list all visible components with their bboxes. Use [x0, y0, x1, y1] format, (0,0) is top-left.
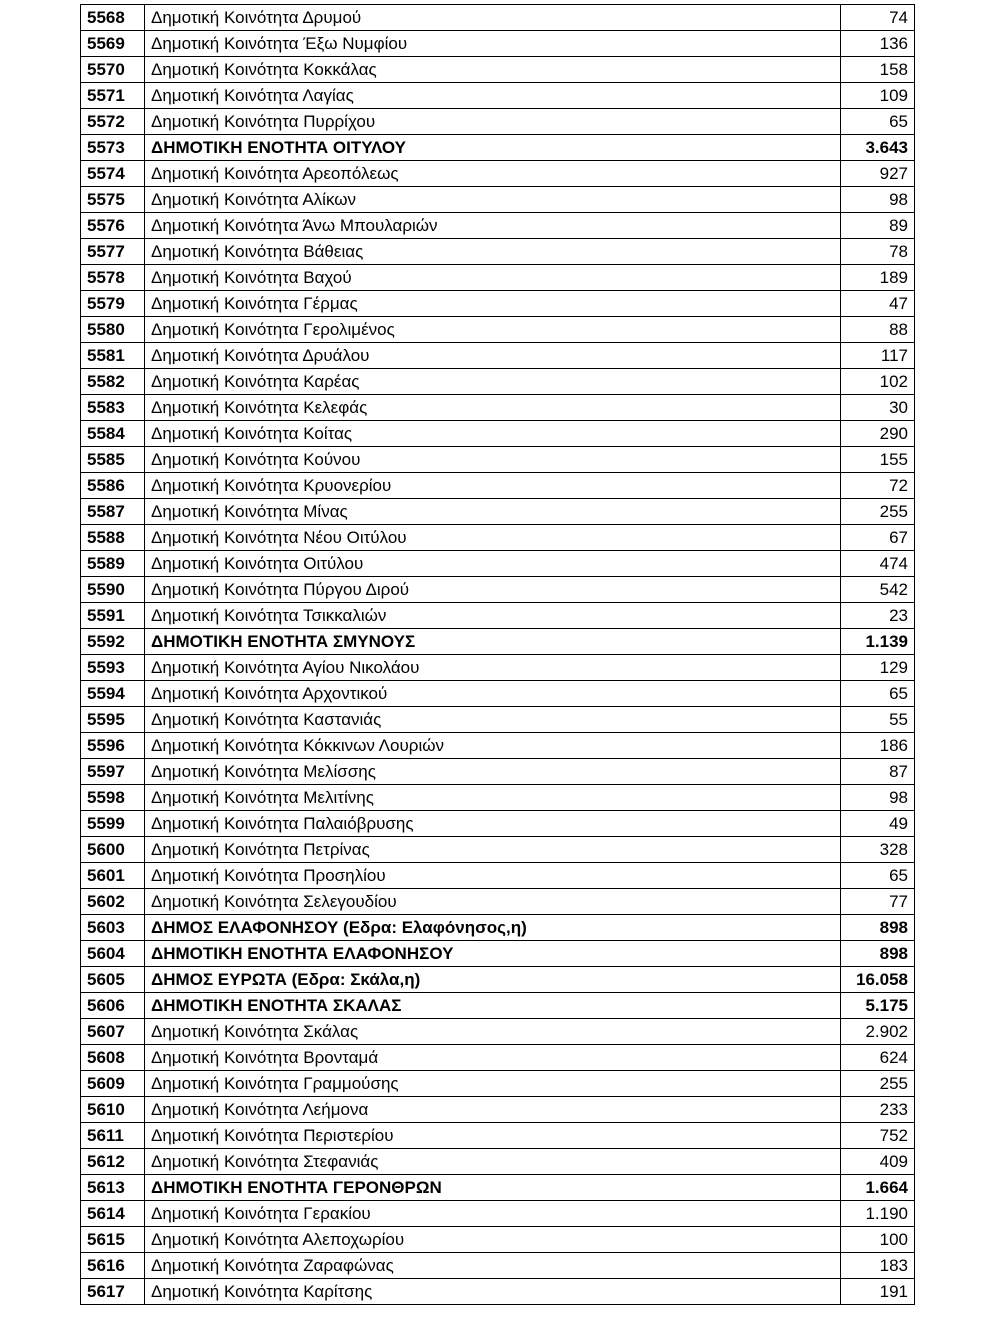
row-name: Δημοτική Κοινότητα Βρονταμά [145, 1045, 841, 1071]
row-population: 255 [841, 499, 915, 525]
table-row [81, 1227, 915, 1253]
table-row [81, 1045, 915, 1071]
row-name: Δημοτική Κοινότητα Νέου Οιτύλου [145, 525, 841, 551]
row-code: 5571 [81, 83, 145, 109]
row-population: 102 [841, 369, 915, 395]
table-row [81, 707, 915, 733]
row-code: 5608 [81, 1045, 145, 1071]
table-row [81, 187, 915, 213]
row-name: Δημοτική Κοινότητα Πυρρίχου [145, 109, 841, 135]
row-name: Δημοτική Κοινότητα Έξω Νυμφίου [145, 31, 841, 57]
row-population: 72 [841, 473, 915, 499]
row-code: 5578 [81, 265, 145, 291]
row-name: Δημοτική Κοινότητα Κελεφάς [145, 395, 841, 421]
row-name: Δημοτική Κοινότητα Μελιτίνης [145, 785, 841, 811]
row-name: Δημοτική Κοινότητα Οιτύλου [145, 551, 841, 577]
row-name: Δημοτική Κοινότητα Αλεποχωρίου [145, 1227, 841, 1253]
row-population: 88 [841, 317, 915, 343]
row-population: 30 [841, 395, 915, 421]
row-code: 5606 [81, 993, 145, 1019]
row-population: 186 [841, 733, 915, 759]
table-row [81, 265, 915, 291]
row-population: 65 [841, 109, 915, 135]
table-row [81, 863, 915, 889]
row-code: 5589 [81, 551, 145, 577]
table-row [81, 213, 915, 239]
table-row-header [81, 993, 915, 1019]
table-row [81, 733, 915, 759]
row-code: 5583 [81, 395, 145, 421]
row-name: Δημοτική Κοινότητα Γέρμας [145, 291, 841, 317]
row-code: 5574 [81, 161, 145, 187]
row-code: 5595 [81, 707, 145, 733]
row-code: 5569 [81, 31, 145, 57]
row-population: 191 [841, 1279, 915, 1305]
table-row [81, 1253, 915, 1279]
row-population: 87 [841, 759, 915, 785]
row-name: Δημοτική Κοινότητα Κρυονερίου [145, 473, 841, 499]
row-code: 5610 [81, 1097, 145, 1123]
row-code: 5596 [81, 733, 145, 759]
row-name: Δημοτική Κοινότητα Κούνου [145, 447, 841, 473]
row-population: 78 [841, 239, 915, 265]
row-population: 1.190 [841, 1201, 915, 1227]
row-name: ΔΗΜΟΤΙΚΗ ΕΝΟΤΗΤΑ ΓΕΡΟΝΘΡΩΝ [145, 1175, 841, 1201]
row-name: Δημοτική Κοινότητα Αρεοπόλεως [145, 161, 841, 187]
table-row [81, 499, 915, 525]
table-row [81, 551, 915, 577]
row-code: 5575 [81, 187, 145, 213]
row-name: Δημοτική Κοινότητα Σελεγουδίου [145, 889, 841, 915]
row-name: Δημοτική Κοινότητα Καρέας [145, 369, 841, 395]
row-population: 5.175 [841, 993, 915, 1019]
row-code: 5597 [81, 759, 145, 785]
table-row-header [81, 629, 915, 655]
table-row [81, 421, 915, 447]
row-name: Δημοτική Κοινότητα Τσικκαλιών [145, 603, 841, 629]
row-name: Δημοτική Κοινότητα Προσηλίου [145, 863, 841, 889]
row-name: ΔΗΜΟΣ ΕΛΑΦΟΝΗΣΟΥ (Εδρα: Ελαφόνησος,η) [145, 915, 841, 941]
table-row [81, 395, 915, 421]
row-code: 5588 [81, 525, 145, 551]
row-population: 898 [841, 941, 915, 967]
table-row [81, 525, 915, 551]
row-code: 5617 [81, 1279, 145, 1305]
row-population: 255 [841, 1071, 915, 1097]
row-population: 49 [841, 811, 915, 837]
row-name: Δημοτική Κοινότητα Δρυάλου [145, 343, 841, 369]
row-name: Δημοτική Κοινότητα Ζαραφώνας [145, 1253, 841, 1279]
row-population: 1.139 [841, 629, 915, 655]
row-name: Δημοτική Κοινότητα Λαγίας [145, 83, 841, 109]
row-population: 155 [841, 447, 915, 473]
row-code: 5570 [81, 57, 145, 83]
row-code: 5616 [81, 1253, 145, 1279]
row-name: Δημοτική Κοινότητα Γραμμούσης [145, 1071, 841, 1097]
table-row [81, 473, 915, 499]
row-code: 5573 [81, 135, 145, 161]
row-name: Δημοτική Κοινότητα Πύργου Διρού [145, 577, 841, 603]
population-table [80, 4, 915, 1305]
table-row [81, 1071, 915, 1097]
row-population: 47 [841, 291, 915, 317]
table-row-header [81, 1175, 915, 1201]
row-name: ΔΗΜΟΤΙΚΗ ΕΝΟΤΗΤΑ ΕΛΑΦΟΝΗΣΟΥ [145, 941, 841, 967]
row-population: 409 [841, 1149, 915, 1175]
row-code: 5604 [81, 941, 145, 967]
row-population: 474 [841, 551, 915, 577]
row-code: 5581 [81, 343, 145, 369]
row-name: Δημοτική Κοινότητα Δρυμού [145, 5, 841, 31]
row-population: 136 [841, 31, 915, 57]
row-population: 77 [841, 889, 915, 915]
row-population: 189 [841, 265, 915, 291]
row-population: 109 [841, 83, 915, 109]
table-row [81, 447, 915, 473]
row-code: 5613 [81, 1175, 145, 1201]
row-population: 927 [841, 161, 915, 187]
table-row [81, 109, 915, 135]
table-row [81, 1279, 915, 1305]
row-name: Δημοτική Κοινότητα Γερολιμένος [145, 317, 841, 343]
row-name: Δημοτική Κοινότητα Καστανιάς [145, 707, 841, 733]
row-name: Δημοτική Κοινότητα Κοκκάλας [145, 57, 841, 83]
row-population: 2.902 [841, 1019, 915, 1045]
row-code: 5591 [81, 603, 145, 629]
row-name: Δημοτική Κοινότητα Πετρίνας [145, 837, 841, 863]
row-name: Δημοτική Κοινότητα Στεφανιάς [145, 1149, 841, 1175]
table-row [81, 317, 915, 343]
table-row [81, 57, 915, 83]
row-code: 5585 [81, 447, 145, 473]
table-row-header [81, 915, 915, 941]
row-name: Δημοτική Κοινότητα Κοίτας [145, 421, 841, 447]
row-population: 233 [841, 1097, 915, 1123]
row-name: ΔΗΜΟΤΙΚΗ ΕΝΟΤΗΤΑ ΣΚΑΛΑΣ [145, 993, 841, 1019]
table-body [81, 5, 915, 1305]
row-code: 5599 [81, 811, 145, 837]
row-population: 16.058 [841, 967, 915, 993]
row-code: 5614 [81, 1201, 145, 1227]
row-population: 89 [841, 213, 915, 239]
row-name: Δημοτική Κοινότητα Γερακίου [145, 1201, 841, 1227]
row-code: 5601 [81, 863, 145, 889]
row-code: 5572 [81, 109, 145, 135]
row-name: Δημοτική Κοινότητα Παλαιόβρυσης [145, 811, 841, 837]
row-code: 5611 [81, 1123, 145, 1149]
row-code: 5603 [81, 915, 145, 941]
row-population: 158 [841, 57, 915, 83]
row-code: 5598 [81, 785, 145, 811]
row-name: Δημοτική Κοινότητα Αλίκων [145, 187, 841, 213]
row-code: 5609 [81, 1071, 145, 1097]
table-row [81, 1019, 915, 1045]
row-name: Δημοτική Κοινότητα Μελίσσης [145, 759, 841, 785]
row-name: Δημοτική Κοινότητα Κόκκινων Λουριών [145, 733, 841, 759]
row-code: 5586 [81, 473, 145, 499]
table-row [81, 239, 915, 265]
row-population: 328 [841, 837, 915, 863]
row-population: 129 [841, 655, 915, 681]
row-code: 5600 [81, 837, 145, 863]
row-name: Δημοτική Κοινότητα Μίνας [145, 499, 841, 525]
row-code: 5605 [81, 967, 145, 993]
table-row [81, 681, 915, 707]
table-row [81, 1201, 915, 1227]
table-row-header [81, 135, 915, 161]
table-row [81, 759, 915, 785]
row-name: Δημοτική Κοινότητα Αρχοντικού [145, 681, 841, 707]
table-row [81, 837, 915, 863]
row-population: 55 [841, 707, 915, 733]
row-population: 183 [841, 1253, 915, 1279]
row-name: Δημοτική Κοινότητα Λεήμονα [145, 1097, 841, 1123]
row-code: 5568 [81, 5, 145, 31]
row-population: 542 [841, 577, 915, 603]
table-row [81, 31, 915, 57]
row-code: 5587 [81, 499, 145, 525]
row-population: 98 [841, 187, 915, 213]
row-population: 98 [841, 785, 915, 811]
row-name: Δημοτική Κοινότητα Βάθειας [145, 239, 841, 265]
row-population: 3.643 [841, 135, 915, 161]
row-code: 5615 [81, 1227, 145, 1253]
row-name: ΔΗΜΟΤΙΚΗ ΕΝΟΤΗΤΑ ΟΙΤΥΛΟΥ [145, 135, 841, 161]
row-code: 5607 [81, 1019, 145, 1045]
row-population: 67 [841, 525, 915, 551]
row-population: 117 [841, 343, 915, 369]
row-population: 23 [841, 603, 915, 629]
table-row [81, 577, 915, 603]
table-row [81, 889, 915, 915]
row-population: 752 [841, 1123, 915, 1149]
table-row [81, 369, 915, 395]
table-row-header [81, 967, 915, 993]
row-population: 1.664 [841, 1175, 915, 1201]
row-name: ΔΗΜΟΤΙΚΗ ΕΝΟΤΗΤΑ ΣΜΥΝΟΥΣ [145, 629, 841, 655]
row-code: 5577 [81, 239, 145, 265]
row-name: Δημοτική Κοινότητα Καρίτσης [145, 1279, 841, 1305]
row-name: ΔΗΜΟΣ ΕΥΡΩΤΑ (Εδρα: Σκάλα,η) [145, 967, 841, 993]
table-row [81, 1097, 915, 1123]
row-population: 100 [841, 1227, 915, 1253]
table-row [81, 343, 915, 369]
row-code: 5584 [81, 421, 145, 447]
row-code: 5602 [81, 889, 145, 915]
row-code: 5576 [81, 213, 145, 239]
row-code: 5590 [81, 577, 145, 603]
row-population: 290 [841, 421, 915, 447]
row-name: Δημοτική Κοινότητα Βαχού [145, 265, 841, 291]
row-code: 5593 [81, 655, 145, 681]
row-name: Δημοτική Κοινότητα Αγίου Νικολάου [145, 655, 841, 681]
row-code: 5580 [81, 317, 145, 343]
row-population: 624 [841, 1045, 915, 1071]
row-name: Δημοτική Κοινότητα Σκάλας [145, 1019, 841, 1045]
table-row-header [81, 941, 915, 967]
table-row [81, 785, 915, 811]
table-row [81, 291, 915, 317]
table-row [81, 161, 915, 187]
row-code: 5594 [81, 681, 145, 707]
table-row [81, 83, 915, 109]
row-population: 898 [841, 915, 915, 941]
row-population: 65 [841, 863, 915, 889]
table-row [81, 811, 915, 837]
row-population: 65 [841, 681, 915, 707]
table-row [81, 1123, 915, 1149]
row-name: Δημοτική Κοινότητα Περιστερίου [145, 1123, 841, 1149]
table-row [81, 603, 915, 629]
row-code: 5612 [81, 1149, 145, 1175]
row-name: Δημοτική Κοινότητα Άνω Μπουλαριών [145, 213, 841, 239]
row-code: 5579 [81, 291, 145, 317]
table-row [81, 5, 915, 31]
table-row [81, 1149, 915, 1175]
row-population: 74 [841, 5, 915, 31]
row-code: 5582 [81, 369, 145, 395]
row-code: 5592 [81, 629, 145, 655]
table-row [81, 655, 915, 681]
